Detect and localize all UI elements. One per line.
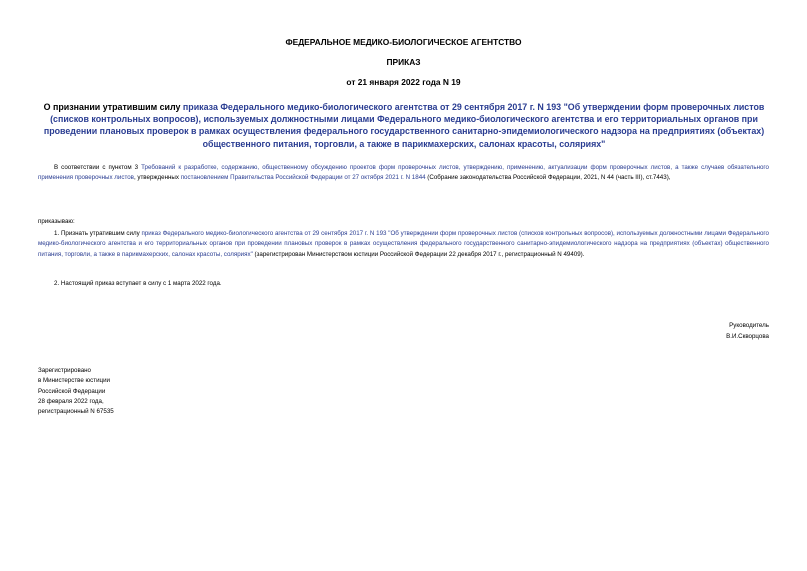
- document-title: [36, 101, 772, 150]
- item-1-suffix: (зарегистрирован Министерством юстиции Российской Федерации 22 декабря 2017 г., регистрационный N 49409).: [252, 250, 585, 258]
- registration-block: [38, 366, 114, 417]
- agency-name: ФЕДЕРАЛЬНОЕ МЕДИКО-БИОЛОГИЧЕСКОЕ АГЕНТСТВО: [285, 37, 522, 47]
- item-1-paragraph: [38, 229, 769, 260]
- government-decree-link[interactable]: постановлением Правительства Российской Федерации от 27 октября 2021 г. N 1844: [180, 174, 426, 182]
- preamble-prefix: В соответствии с пунктом 3: [54, 164, 142, 171]
- registration-line: 28 февраля 2022 года,: [38, 397, 104, 405]
- requirements-link[interactable]: Требований к разработке, содержанию, общественному обсуждению проектов форм проверочных листов, утверждению, применению, актуализации форм проверочных листов, а также случаев обязательного применения проверочных листов: [38, 164, 769, 182]
- registration-line: в Министерстве юстиции: [38, 377, 111, 385]
- repealed-order-link[interactable]: приказ Федерального медико-биологического агентства от 29 сентября 2017 г. N 193 "Об утверждении форм проверочных листов (списков контрольных вопросов), используемых должностными лицами Федерального медико-биологического агентства и его территориальных органов при проведении плановых проверок в рамках осуществления федерального государственного санитарно-эпидемиологического надзора на предприятиях (объектах) общественного питания, торговли, а также в парикмахерских, салонах красоты, соляриях": [38, 230, 769, 258]
- registration-line: Российской Федерации: [38, 387, 106, 395]
- signatory-name: В.И.Скворцова: [726, 333, 769, 340]
- decree-word: приказываю:: [38, 218, 75, 225]
- title-prefix: О признании утратившим силу: [43, 102, 183, 112]
- registration-line: регистрационный N 67535: [38, 408, 114, 416]
- document-type: ПРИКАЗ: [386, 57, 421, 67]
- preamble-paragraph: [38, 163, 769, 184]
- item-2-paragraph: 2. Настоящий приказ вступает в силу с 1 марта 2022 года.: [54, 280, 222, 287]
- preamble-middle: , утвержденных: [133, 174, 181, 182]
- item-1-prefix: 1. Признать утратившим силу: [54, 230, 142, 237]
- signatory-title: Руководитель: [729, 322, 769, 329]
- title-link[interactable]: приказа Федерального медико-биологического агентства от 29 сентября 2017 г. N 193 "Об утверждении форм проверочных листов (списков контрольных вопросов), используемых должностными лицами Федерального медико-биологического агентства и его территориальных органов при проведении плановых проверок в рамках осуществления федерального государственного санитарно-эпидемиологического надзора на предприятиях (объектах) общественного питания, торговли, а также в парикмахерских, салонах красоты, соляриях": [43, 102, 765, 149]
- order-date-number: от 21 января 2022 года N 19: [346, 77, 461, 87]
- preamble-suffix: (Собрание законодательства Российской Федерации, 2021, N 44 (часть III), ст.7443),: [425, 174, 671, 182]
- registration-line: Зарегистрировано: [38, 367, 91, 374]
